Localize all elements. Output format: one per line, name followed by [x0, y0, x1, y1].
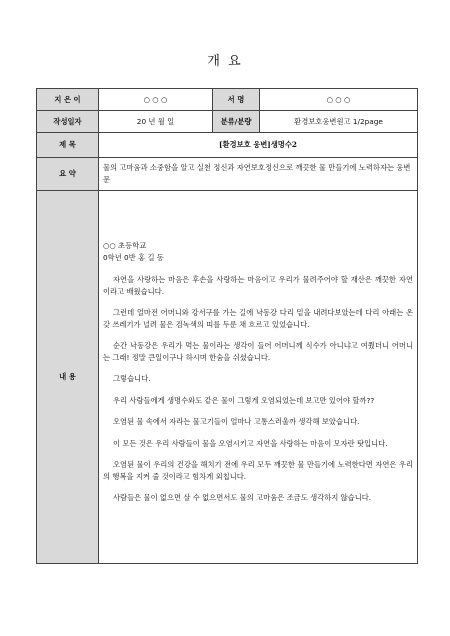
- content-label: 내 용: [37, 191, 99, 564]
- date-row: [37, 111, 418, 133]
- summary-value: 물의 고마움과 소중함을 알고 실천 정신과 자연보호정신으로 깨끗한 물 만들기에 노력하자는 웅변문: [99, 158, 418, 191]
- paragraph: 오염된 물이 우리의 건강을 해치기 전에 우리 모두 깨끗한 물 만들기에 노력한다면 자연은 우리의 행복을 지켜 줄 것이라고 힘차게 외칩니다.: [103, 460, 413, 481]
- subject-label: 제 목: [37, 133, 99, 158]
- author-info: [103, 240, 413, 264]
- category-label: 분류/분량: [213, 111, 260, 133]
- paragraph: 자연을 사랑하는 마음은 후손을 사랑하는 마음이고 우리가 물려주어야 할 재산은 깨끗한 자연이라고 배웠습니다.: [103, 275, 413, 296]
- summary-form-table: [36, 88, 418, 564]
- school-name: ○○ 초등학교: [103, 241, 147, 251]
- paragraph: 사람들은 물이 없으면 살 수 없으면서도 물의 고마움은 조금도 생각하지 않습니다.: [113, 493, 372, 503]
- subject-value: [환경보호 웅변]생명수2: [99, 133, 418, 158]
- paragraph: 오염된 물 속에서 자라는 물고기들이 얼마나 고통스러울까 생각해 보았습니다.: [113, 417, 360, 427]
- date-label: 작성일자: [37, 111, 99, 133]
- page-title: 개 요: [207, 54, 243, 69]
- subject-row: [37, 133, 418, 158]
- paragraph: 순간 낙동강은 우리가 먹는 물이라는 생각이 들어 어머니께 식수가 아니냐고 여쭸더니 어머니는 그래! 정말 큰일이구나 하시며 한숨을 쉬셨습니다.: [103, 341, 413, 362]
- signature-value: ○ ○ ○: [260, 89, 418, 111]
- date-value: 20 년 월 일: [99, 111, 213, 133]
- paragraph: 우리 사람들에게 생명수와도 같은 물이 그렇게 오염되었는데 보고만 있어야 할까??: [113, 395, 375, 405]
- signature-label: 서 명: [213, 89, 260, 111]
- content-body: [99, 191, 418, 564]
- author-label: 지 은 이: [37, 89, 99, 111]
- student-name: 0학년 0반 홍 길 동: [103, 253, 164, 263]
- paragraph: 그렇습니다.: [113, 374, 151, 384]
- author-row: [37, 89, 418, 111]
- summary-row: [37, 158, 418, 191]
- paragraph: 그런데 얼마전 어머니와 강서구를 가는 길에 낙동강 다리 밑을 내려다보았는데 다리 아래는 온갖 쓰레기가 널려 물은 검녹색의 띠를 두룬 채 흐르고 있었습니다.: [103, 308, 413, 329]
- author-value: ○ ○ ○: [99, 89, 213, 111]
- content-row: [37, 191, 418, 564]
- category-value: 환경보호웅변원고 1/2page: [260, 111, 418, 133]
- summary-label: 요 약: [37, 158, 99, 191]
- paragraph: 이 모든 것은 우리 사람들이 물을 오염시키고 자연을 사랑하는 마음이 모자란 탓입니다.: [113, 438, 388, 448]
